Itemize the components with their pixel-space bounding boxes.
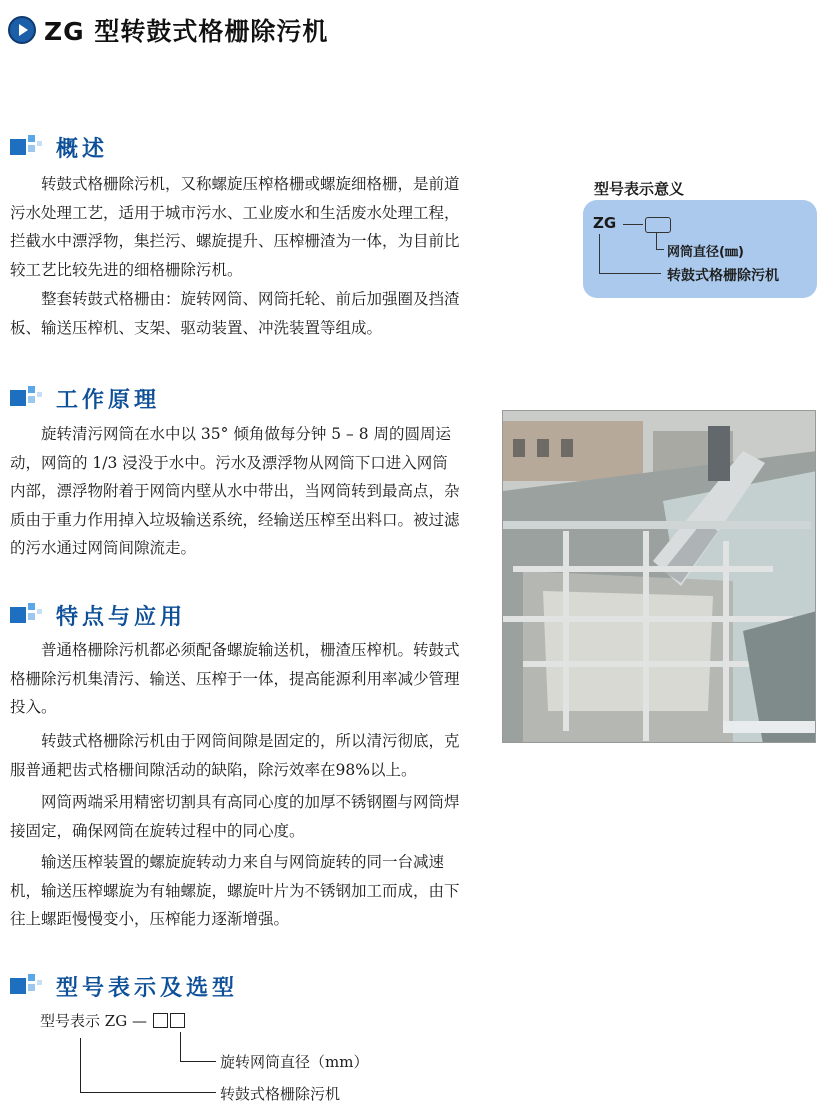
section-title: 工作原理 — [56, 388, 161, 413]
label-machine: 转鼓式格栅除污机 — [667, 268, 779, 284]
product-photo — [502, 410, 816, 743]
model-prefix: 型号表示 ZG — — [40, 1012, 147, 1030]
paragraph: 转鼓式格栅除污机由于网筒间隙是固定的，所以清污彻底，克服普通耙齿式格栅间隙活动的缺陷，除污效率在98%以上。 — [10, 732, 460, 779]
model-slot — [153, 1013, 168, 1028]
paragraph: 输送压榨装置的螺旋旋转动力来自与网筒旋转的同一台减速机，输送压榨螺旋为有轴螺旋，螺旋叶片为不锈钢加工而成，由下往上螺距慢慢变小，压榨能力逐渐增强。 — [10, 853, 460, 928]
section-heading-overview — [10, 132, 108, 163]
paragraph: 转鼓式格栅除污机，又称螺旋压榨格栅或螺旋细格栅，是前道污水处理工艺，适用于城市污水、工业废水和生活废水处理工程，拦截水中漂浮物，集拦污、螺旋提升、压榨栅渣为一体，为目前比较工艺比较先进的细格栅除污机。 — [10, 175, 460, 279]
model-diagram — [40, 1010, 440, 1110]
paragraph: 网筒两端采用精密切割具有高同心度的加厚不锈钢圈与网筒焊接固定，确保网筒在旋转过程中的同心度。 — [10, 793, 460, 840]
section-heading-features — [10, 600, 186, 631]
model-slot — [170, 1013, 185, 1028]
paragraph: 旋转清污网筒在水中以 35° 倾角做每分钟 5 – 8 周的圆周运动，网筒的 1/3 浸没于水中。污水及漂浮物从网筒下口进入网筒内部，漂浮物附着于网筒内壁从水中带出，当网筒转到最高点，杂质由于重力作用掉入垃圾输送系统，经输送压榨至出料口。被过滤的污水通过网筒间隙流走。 — [10, 425, 460, 557]
model-box-title: 型号表示意义 — [594, 180, 685, 198]
page-title: ZG 型转鼓式格栅除污机 — [44, 17, 329, 46]
label-diameter: 网筒直径(㎜) — [667, 245, 744, 260]
section-bullet-icon — [10, 974, 44, 1000]
model-code: ZG — [593, 214, 617, 232]
paragraph: 普通格栅除污机都必须配备螺旋输送机，栅渣压榨机。转鼓式格栅除污机集清污、输送、压榨于一体，提高能源利用率减少管理投入。 — [10, 641, 460, 716]
section-bullet-icon — [10, 603, 44, 629]
section-heading-model — [10, 971, 238, 1002]
label-diameter: 旋转网筒直径（mm） — [220, 1053, 369, 1071]
model-slot — [645, 217, 671, 233]
model-legend-box — [583, 200, 817, 298]
section-bullet-icon — [10, 135, 44, 161]
paragraph: 整套转鼓式格栅由：旋转网筒、网筒托轮、前后加强圈及挡渣板、输送压榨机、支架、驱动装置、冲洗装置等组成。 — [10, 290, 460, 337]
section-bullet-icon — [10, 386, 44, 412]
section-title: 特点与应用 — [56, 605, 187, 630]
page-header — [8, 10, 328, 50]
model-code-row — [40, 1010, 185, 1031]
section-title: 概述 — [56, 137, 109, 162]
section-heading-principle — [10, 383, 160, 414]
section-title: 型号表示及选型 — [56, 976, 239, 1001]
arrow-right-icon — [8, 16, 36, 44]
label-machine: 转鼓式格栅除污机 — [220, 1085, 341, 1103]
